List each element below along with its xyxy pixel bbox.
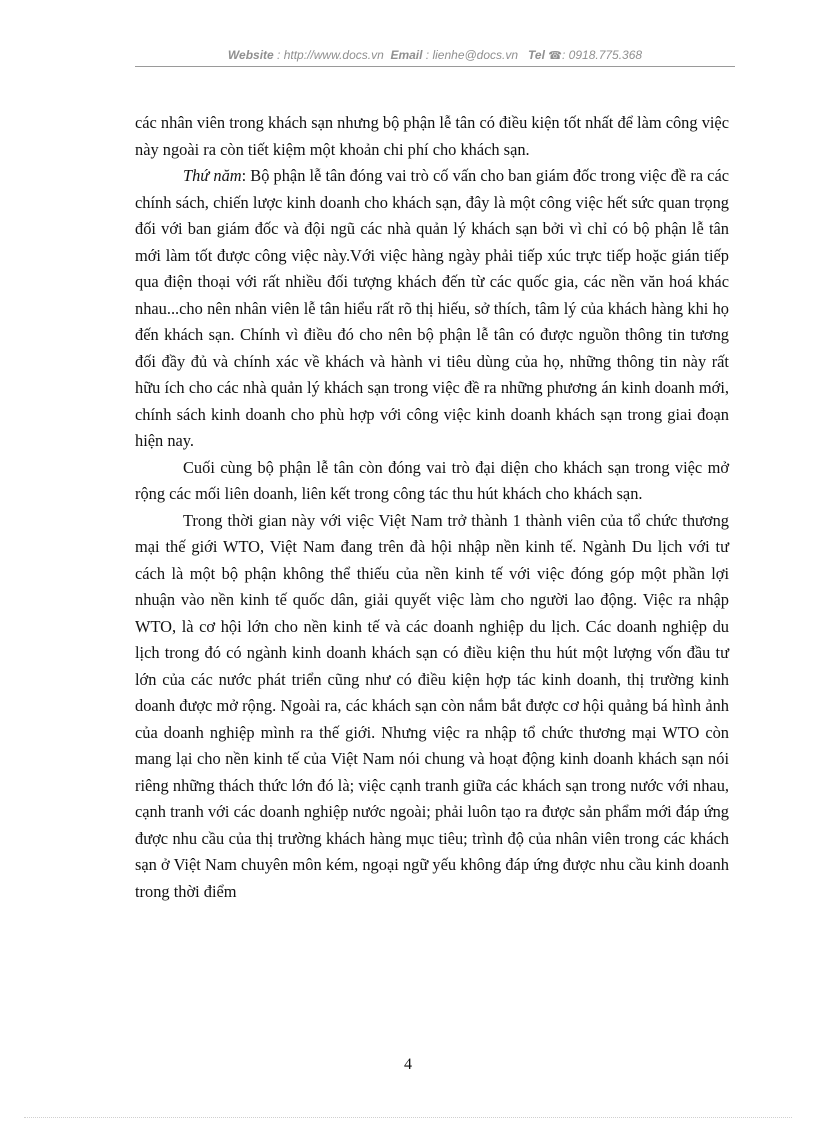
website-value[interactable]: : http://www.docs.vn [277, 48, 384, 62]
paragraph-2-text: : Bộ phận lễ tân đóng vai trò cố vấn cho ban giám đốc trong việc đề ra các chính sách, chiến lược kinh doanh cho khách sạn, đây là một công việc hết sức quan trọng đối với ban giám đốc và đội ngũ các nhà quản lý khách sạn bởi vì chỉ có bộ phận lễ tân mới làm tốt được công việc này.Với việc hàng ngày phải tiếp xúc trực tiếp hoặc gián tiếp qua điện thoại với rất nhiều đối tượng khách đến từ các quốc gia, các nền văn hoá khác nhau...cho nên nhân viên lễ tân hiểu rất rõ thị hiếu, sở thích, tâm lý của khách hàng khi họ đến khách sạn. Chính vì điều đó cho nên bộ phận lễ tân có được nguồn thông tin tương đối đầy đủ và chính xác về khách và hành vi tiêu dùng của họ, những thông tin này rất hữu ích cho các nhà quản lý khách sạn trong việc đề ra những phương án kinh doanh mới, chính sách kinh doanh cho phù hợp với công việc kinh doanh khách sạn trong giai đoạn hiện nay. [135, 166, 730, 450]
paragraph-2 [135, 163, 729, 455]
paragraph-2-lead: Thứ năm [183, 166, 242, 185]
paragraph-4: Trong thời gian này với việc Việt Nam trở thành 1 thành viên của tổ chức thương mại thế giới WTO, Việt Nam đang trên đà hội nhập nền kinh tế. Ngành Du lịch với tư cách là một bộ phận không thể thiếu của nền kinh tế với việc đóng góp một phần lợi nhuận vào nền kinh tế quốc dân, giải quyết việc làm cho người lao động. Việc ra nhập WTO, là cơ hội lớn cho nền kinh tế và các doanh nghiệp du lịch. Các doanh nghiệp du lịch trong đó có ngành kinh doanh khách sạn có điều kiện thu hút một lượng vốn đầu tư lớn của các nước phát triển cũng như có điều kiện hợp tác kinh doanh, thị trường kinh doanh được mở rộng. Ngoài ra, các khách sạn còn nắm bắt được cơ hội quảng bá hình ảnh của doanh nghiệp mình ra thế giới. Nhưng việc ra nhập tổ chức thương mại WTO còn mang lại cho nền kinh tế của Việt Nam nói chung và hoạt động kinh doanh khách sạn nói riêng những thách thức lớn đó là; việc cạnh tranh giữa các khách sạn trong nước với nhau, cạnh tranh với các doanh nghiệp nước ngoài; phải luôn tạo ra được sản phẩm mới đáp ứng được nhu cầu của thị trường khách hàng mục tiêu; trình độ của nhân viên trong các khách sạn ở Việt Nam chuyên môn kém, ngoại ngữ yếu không đáp ứng được nhu cầu kinh doanh trong thời điểm [135, 510, 729, 901]
paragraph-3: Cuối cùng bộ phận lễ tân còn đóng vai trò đại diện cho khách sạn trong việc mở rộng các mối liên doanh, liên kết trong công tác thu hút khách cho khách sạn. [135, 457, 729, 503]
email-value[interactable]: : lienhe@docs.vn [425, 48, 519, 62]
page-edge-divider [24, 1117, 792, 1118]
tel-label: Tel [528, 48, 545, 62]
website-label: Website [227, 48, 274, 62]
page-header [135, 44, 735, 67]
email-label: Email [390, 48, 423, 62]
document-body [135, 110, 729, 905]
paragraph-1: các nhân viên trong khách sạn nhưng bộ phận lễ tân có điều kiện tốt nhất để làm công việc này ngoài ra còn tiết kiệm một khoản chi phí cho khách sạn. [135, 113, 729, 159]
phone-icon: ☎ [548, 50, 562, 62]
page-number: 4 [404, 1056, 412, 1073]
tel-value: : 0918.775.368 [562, 48, 643, 62]
